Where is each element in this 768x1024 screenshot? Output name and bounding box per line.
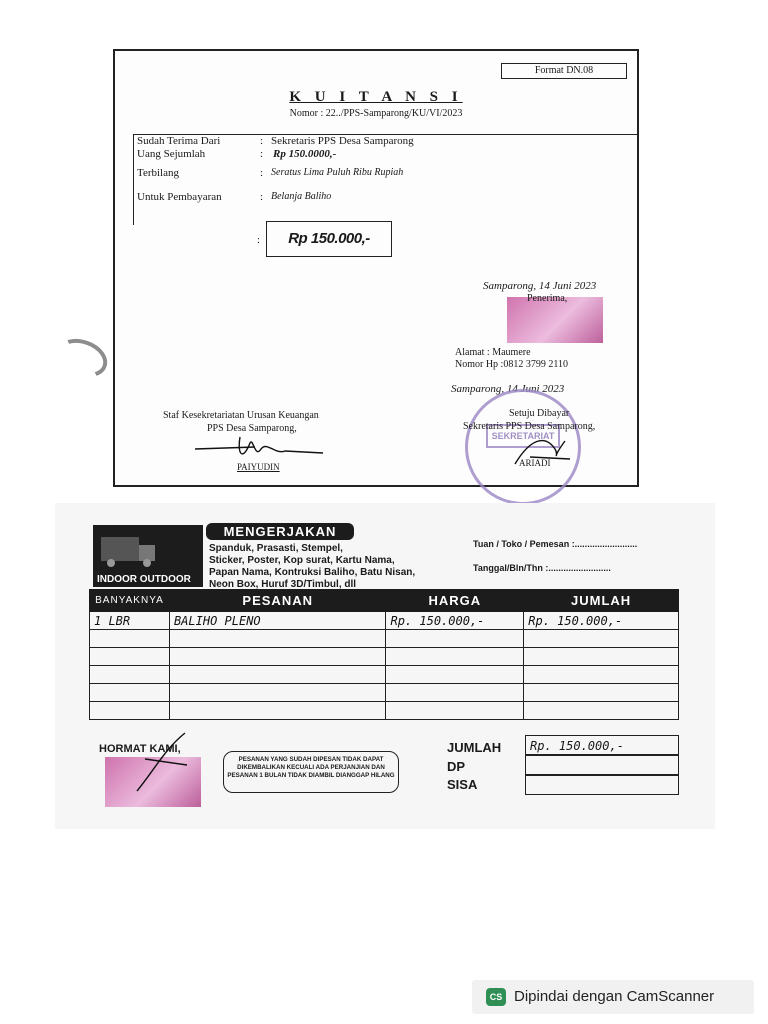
service-line: Sticker, Poster, Kop surat, Kartu Nama, bbox=[209, 555, 395, 566]
cell-item bbox=[169, 630, 386, 648]
sisa-value bbox=[525, 775, 679, 795]
field-value-from: Sekretaris PPS Desa Samparong bbox=[271, 135, 414, 147]
cell-item bbox=[169, 666, 386, 684]
colon: : bbox=[260, 148, 264, 160]
col-jumlah: JUMLAH bbox=[524, 590, 679, 612]
cell-total bbox=[524, 666, 679, 684]
dp-label: DP bbox=[447, 759, 466, 774]
hormat-kami: HORMAT KAMI, bbox=[99, 743, 181, 755]
penerima-label: Penerima, bbox=[527, 293, 568, 304]
place-date-1: Samparong, 14 Juni 2023 bbox=[483, 280, 597, 292]
cell-qty bbox=[90, 684, 170, 702]
cell-item bbox=[169, 648, 386, 666]
colon: : bbox=[260, 135, 264, 147]
services-list bbox=[209, 543, 459, 591]
place-date-2: Samparong, 14 Juni 2023 bbox=[451, 383, 565, 395]
cell-price bbox=[386, 630, 524, 648]
table-row bbox=[90, 612, 679, 630]
cell-item: BALIHO PLENO bbox=[169, 612, 386, 630]
service-line: Spanduk, Prasasti, Stempel, bbox=[209, 543, 343, 554]
col-pesanan: PESANAN bbox=[169, 590, 386, 612]
colon: : bbox=[260, 167, 264, 179]
round-stamp-label: SEKRETARIAT bbox=[486, 424, 560, 448]
cell-total bbox=[524, 684, 679, 702]
colon: : bbox=[257, 234, 261, 246]
table-row bbox=[90, 666, 679, 684]
camscanner-text: Dipindai dengan CamScanner bbox=[514, 988, 715, 1005]
table-row bbox=[90, 684, 679, 702]
notice-box: PESANAN YANG SUDAH DIPESAN TIDAK DAPAT DIKEMBALIKAN KECUALI ADA PERJANJIAN DAN PESANAN 1 BULAN TIDAK DIAMBIL DIANGGAP HILANG bbox=[223, 751, 399, 793]
staf-title-2: PPS Desa Samparong, bbox=[207, 423, 297, 434]
field-value-terbilang: Seratus Lima Puluh Ribu Rupiah bbox=[271, 167, 404, 178]
service-line: Neon Box, Huruf 3D/Timbul, dll bbox=[209, 579, 357, 590]
cell-price: Rp. 150.000,- bbox=[386, 612, 524, 630]
field-label-amount: Uang Sejumlah bbox=[137, 148, 206, 160]
cell-total bbox=[524, 630, 679, 648]
cell-qty bbox=[90, 666, 170, 684]
colon: : bbox=[260, 191, 264, 203]
jumlah-value: Rp. 150.000,- bbox=[525, 735, 679, 755]
cell-qty bbox=[90, 630, 170, 648]
cell-item bbox=[169, 684, 386, 702]
col-banyaknya: BANYAKNYA bbox=[90, 590, 170, 612]
field-value-purpose: Belanja Baliho bbox=[271, 191, 332, 202]
receipt-kuitansi bbox=[113, 49, 639, 487]
receipt-number: Nomor : 22../PPS-Samparong/KU/VI/2023 bbox=[289, 108, 463, 119]
cell-item bbox=[169, 702, 386, 720]
sales-note bbox=[55, 503, 715, 829]
amount-box: Rp 150.000,- bbox=[266, 221, 392, 257]
cell-qty bbox=[90, 702, 170, 720]
date-field: Tanggal/Bln/Thn :......................... bbox=[473, 563, 611, 573]
field-label-from: Sudah Terima Dari bbox=[137, 135, 221, 147]
staf-title-1: Staf Kesekretariatan Urusan Keuangan bbox=[163, 410, 319, 421]
cell-qty: 1 LBR bbox=[90, 612, 170, 630]
camscanner-watermark bbox=[472, 980, 754, 1014]
staf-name: PAIYUDIN bbox=[237, 462, 280, 472]
table-row bbox=[90, 702, 679, 720]
cell-price bbox=[386, 666, 524, 684]
cell-total bbox=[524, 648, 679, 666]
cell-total: Rp. 150.000,- bbox=[524, 612, 679, 630]
nomor-hp: Nomor Hp :0812 3799 2110 bbox=[455, 359, 568, 370]
dp-value bbox=[525, 755, 679, 775]
staf-signature bbox=[195, 435, 325, 465]
field-label-terbilang: Terbilang bbox=[137, 167, 179, 179]
setuju-label: Setuju Dibayar bbox=[509, 408, 570, 419]
logo-text: INDOOR OUTDOOR bbox=[97, 574, 191, 585]
order-table bbox=[89, 589, 679, 720]
sekretaris-name: ARIADI bbox=[519, 458, 551, 468]
field-label-purpose: Untuk Pembayaran bbox=[137, 191, 222, 203]
binder-ring bbox=[51, 332, 112, 384]
receipt-fields-box bbox=[133, 134, 639, 225]
service-line: Papan Nama, Kontruksi Baliho, Batu Nisan, bbox=[209, 567, 416, 578]
table-row bbox=[90, 648, 679, 666]
format-label: Format DN.08 bbox=[501, 63, 627, 79]
field-value-amount: Rp 150.0000,- bbox=[273, 148, 337, 160]
cell-price bbox=[386, 702, 524, 720]
camscanner-logo-icon: CS bbox=[486, 988, 506, 1006]
cell-price bbox=[386, 684, 524, 702]
table-header bbox=[90, 590, 679, 612]
jumlah-label: JUMLAH bbox=[447, 740, 502, 755]
vendor-logo bbox=[93, 525, 203, 587]
vendor-signature bbox=[125, 729, 205, 799]
cell-qty bbox=[90, 648, 170, 666]
table-row bbox=[90, 630, 679, 648]
sekretaris-label: Sekretaris PPS Desa Samparong, bbox=[463, 421, 596, 432]
mengerjakan-banner: MENGERJAKAN bbox=[206, 523, 354, 540]
cell-total bbox=[524, 702, 679, 720]
cell-price bbox=[386, 648, 524, 666]
receipt-title: K U I T A N S I bbox=[289, 89, 463, 105]
customer-field: Tuan / Toko / Pemesan :......................... bbox=[473, 539, 638, 549]
truck-icon bbox=[99, 531, 159, 567]
col-harga: HARGA bbox=[386, 590, 524, 612]
sisa-label: SISA bbox=[447, 777, 478, 792]
alamat: Alamat : Maumere bbox=[455, 347, 531, 358]
